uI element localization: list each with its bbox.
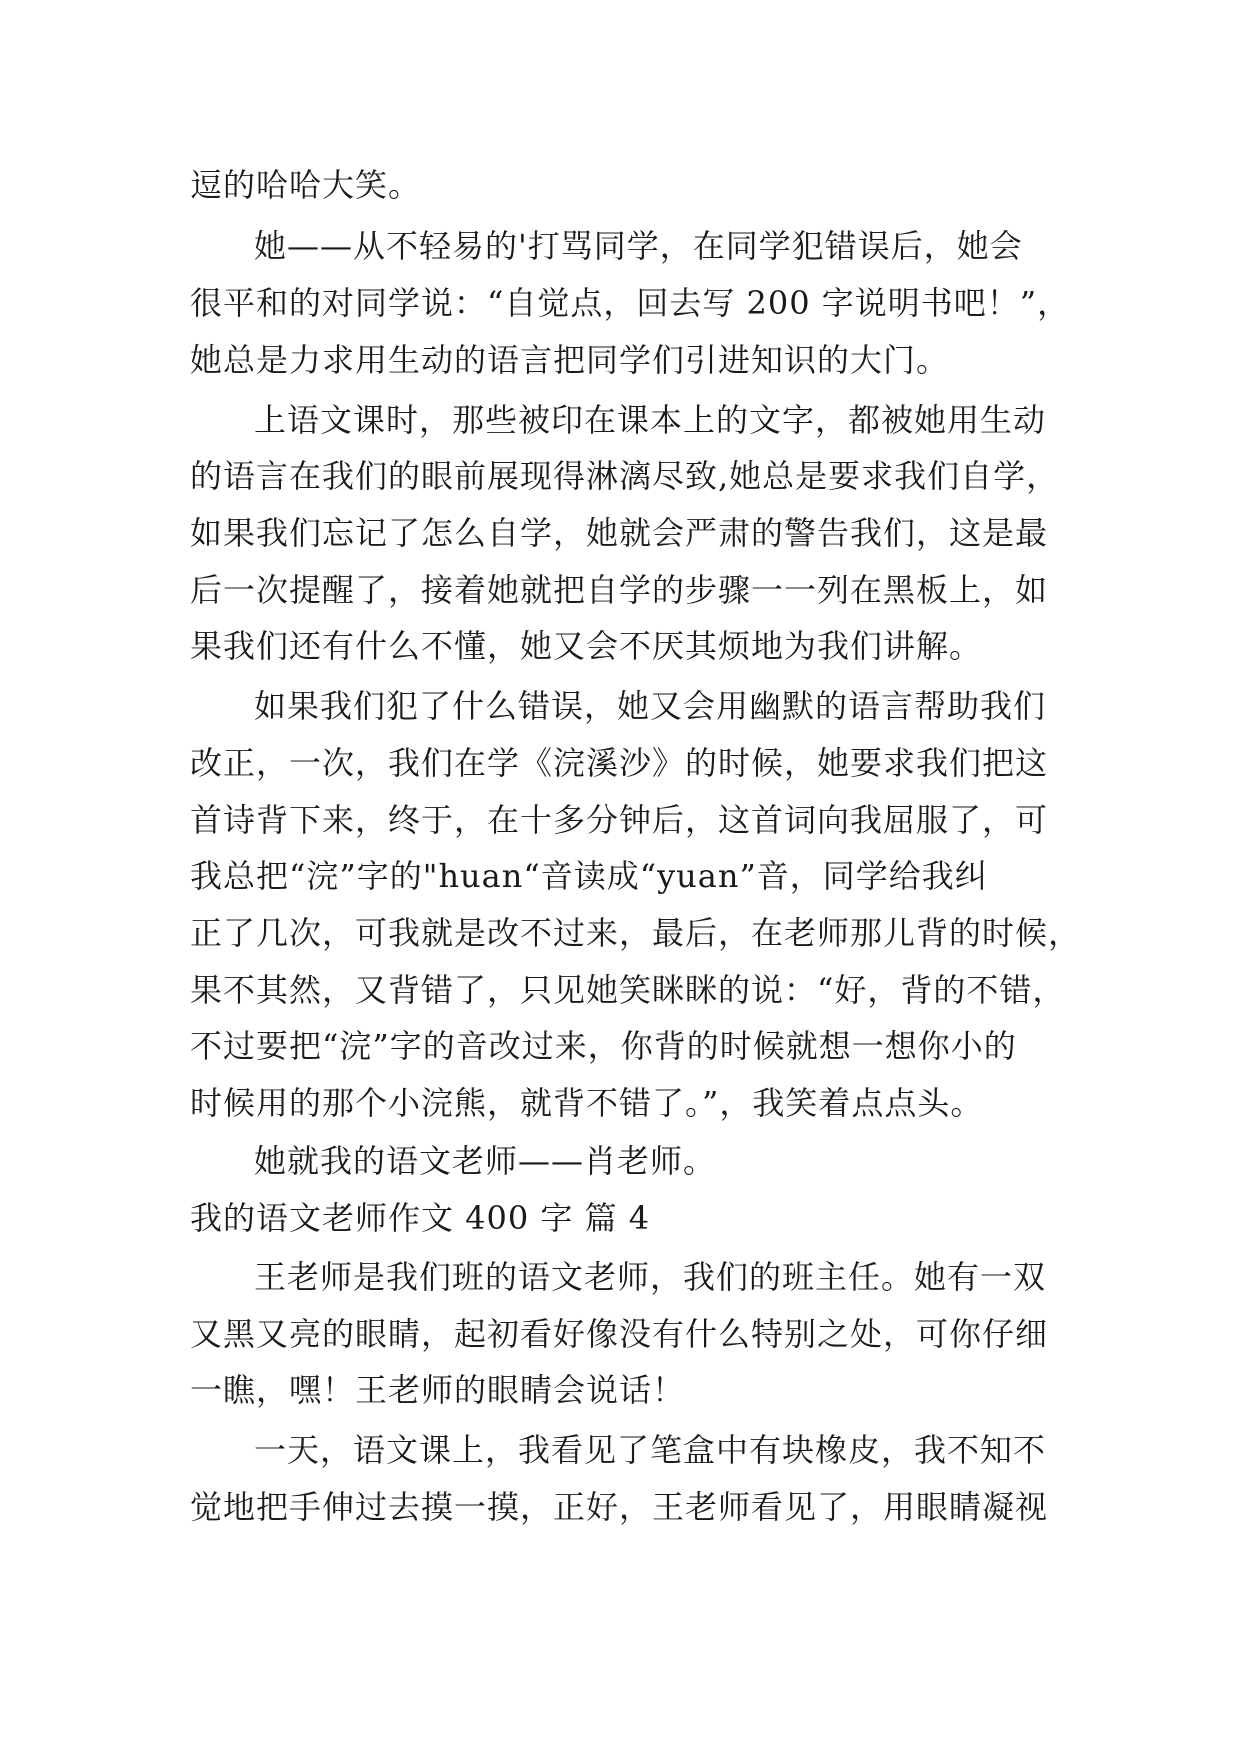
paragraph-line: 王老师是我们班的语文老师，我们的班主任。她有一双 xyxy=(254,1258,1047,1296)
paragraph-line: 她——从不轻易的'打骂同学，在同学犯错误后，她会 xyxy=(254,227,1023,265)
paragraph-line: 我总把“浣”字的"huan“音读成“yuan”音，同学给我纠 xyxy=(190,857,988,895)
paragraph-line: 她总是力求用生动的语言把同学们引进知识的大门。 xyxy=(190,341,950,379)
paragraph-line: 逗的哈哈大笑。 xyxy=(190,166,422,204)
paragraph-line: 如果我们犯了什么错误，她又会用幽默的语言帮助我们 xyxy=(254,687,1047,725)
paragraph-line: 她就我的语文老师——肖老师。 xyxy=(254,1142,717,1180)
paragraph-line: 觉地把手伸过去摸一摸，正好，王老师看见了，用眼睛凝视 xyxy=(190,1488,1049,1526)
paragraph-line: 首诗背下来，终于，在十多分钟后，这首词向我屈服了，可 xyxy=(190,801,1049,839)
paragraph-line: 不过要把“浣”字的音改过来，你背的时候就想一想你小的 xyxy=(190,1027,1017,1065)
paragraph-line: 时候用的那个小浣熊，就背不错了。”，我笑着点点头。 xyxy=(190,1084,984,1122)
paragraph-line: 后一次提醒了，接着她就把自学的步骤一一列在黑板上，如 xyxy=(190,571,1049,609)
paragraph-line: 上语文课时，那些被印在课本上的文字，都被她用生动 xyxy=(254,401,1047,439)
paragraph-line: 一瞧，嘿！王老师的眼睛会说话！ xyxy=(190,1371,686,1409)
paragraph-line: 的语言在我们的眼前展现得淋漓尽致,她总是要求我们自学， xyxy=(190,457,1060,495)
paragraph-line: 一天，语文课上，我看见了笔盒中有块橡皮，我不知不 xyxy=(254,1431,1047,1469)
paragraph-line: 正了几次，可我就是改不过来，最后，在老师那儿背的时候， xyxy=(190,914,1082,952)
paragraph-line: 又黑又亮的眼睛，起初看好像没有什么特别之处，可你仔细 xyxy=(190,1315,1049,1353)
paragraph-line: 如果我们忘记了怎么自学，她就会严肃的警告我们，这是最 xyxy=(190,514,1049,552)
section-heading: 我的语文老师作文 400 字 篇 4 xyxy=(190,1199,651,1237)
paragraph-line: 改正，一次，我们在学《浣溪沙》的时候，她要求我们把这 xyxy=(190,744,1049,782)
paragraph-line: 很平和的对同学说：“自觉点，回去写 200 字说明书吧！”， xyxy=(190,284,1071,322)
paragraph-line: 果不其然，又背错了，只见她笑眯眯的说：“好，背的不错， xyxy=(190,971,1066,1009)
paragraph-line: 果我们还有什么不懂，她又会不厌其烦地为我们讲解。 xyxy=(190,627,983,665)
